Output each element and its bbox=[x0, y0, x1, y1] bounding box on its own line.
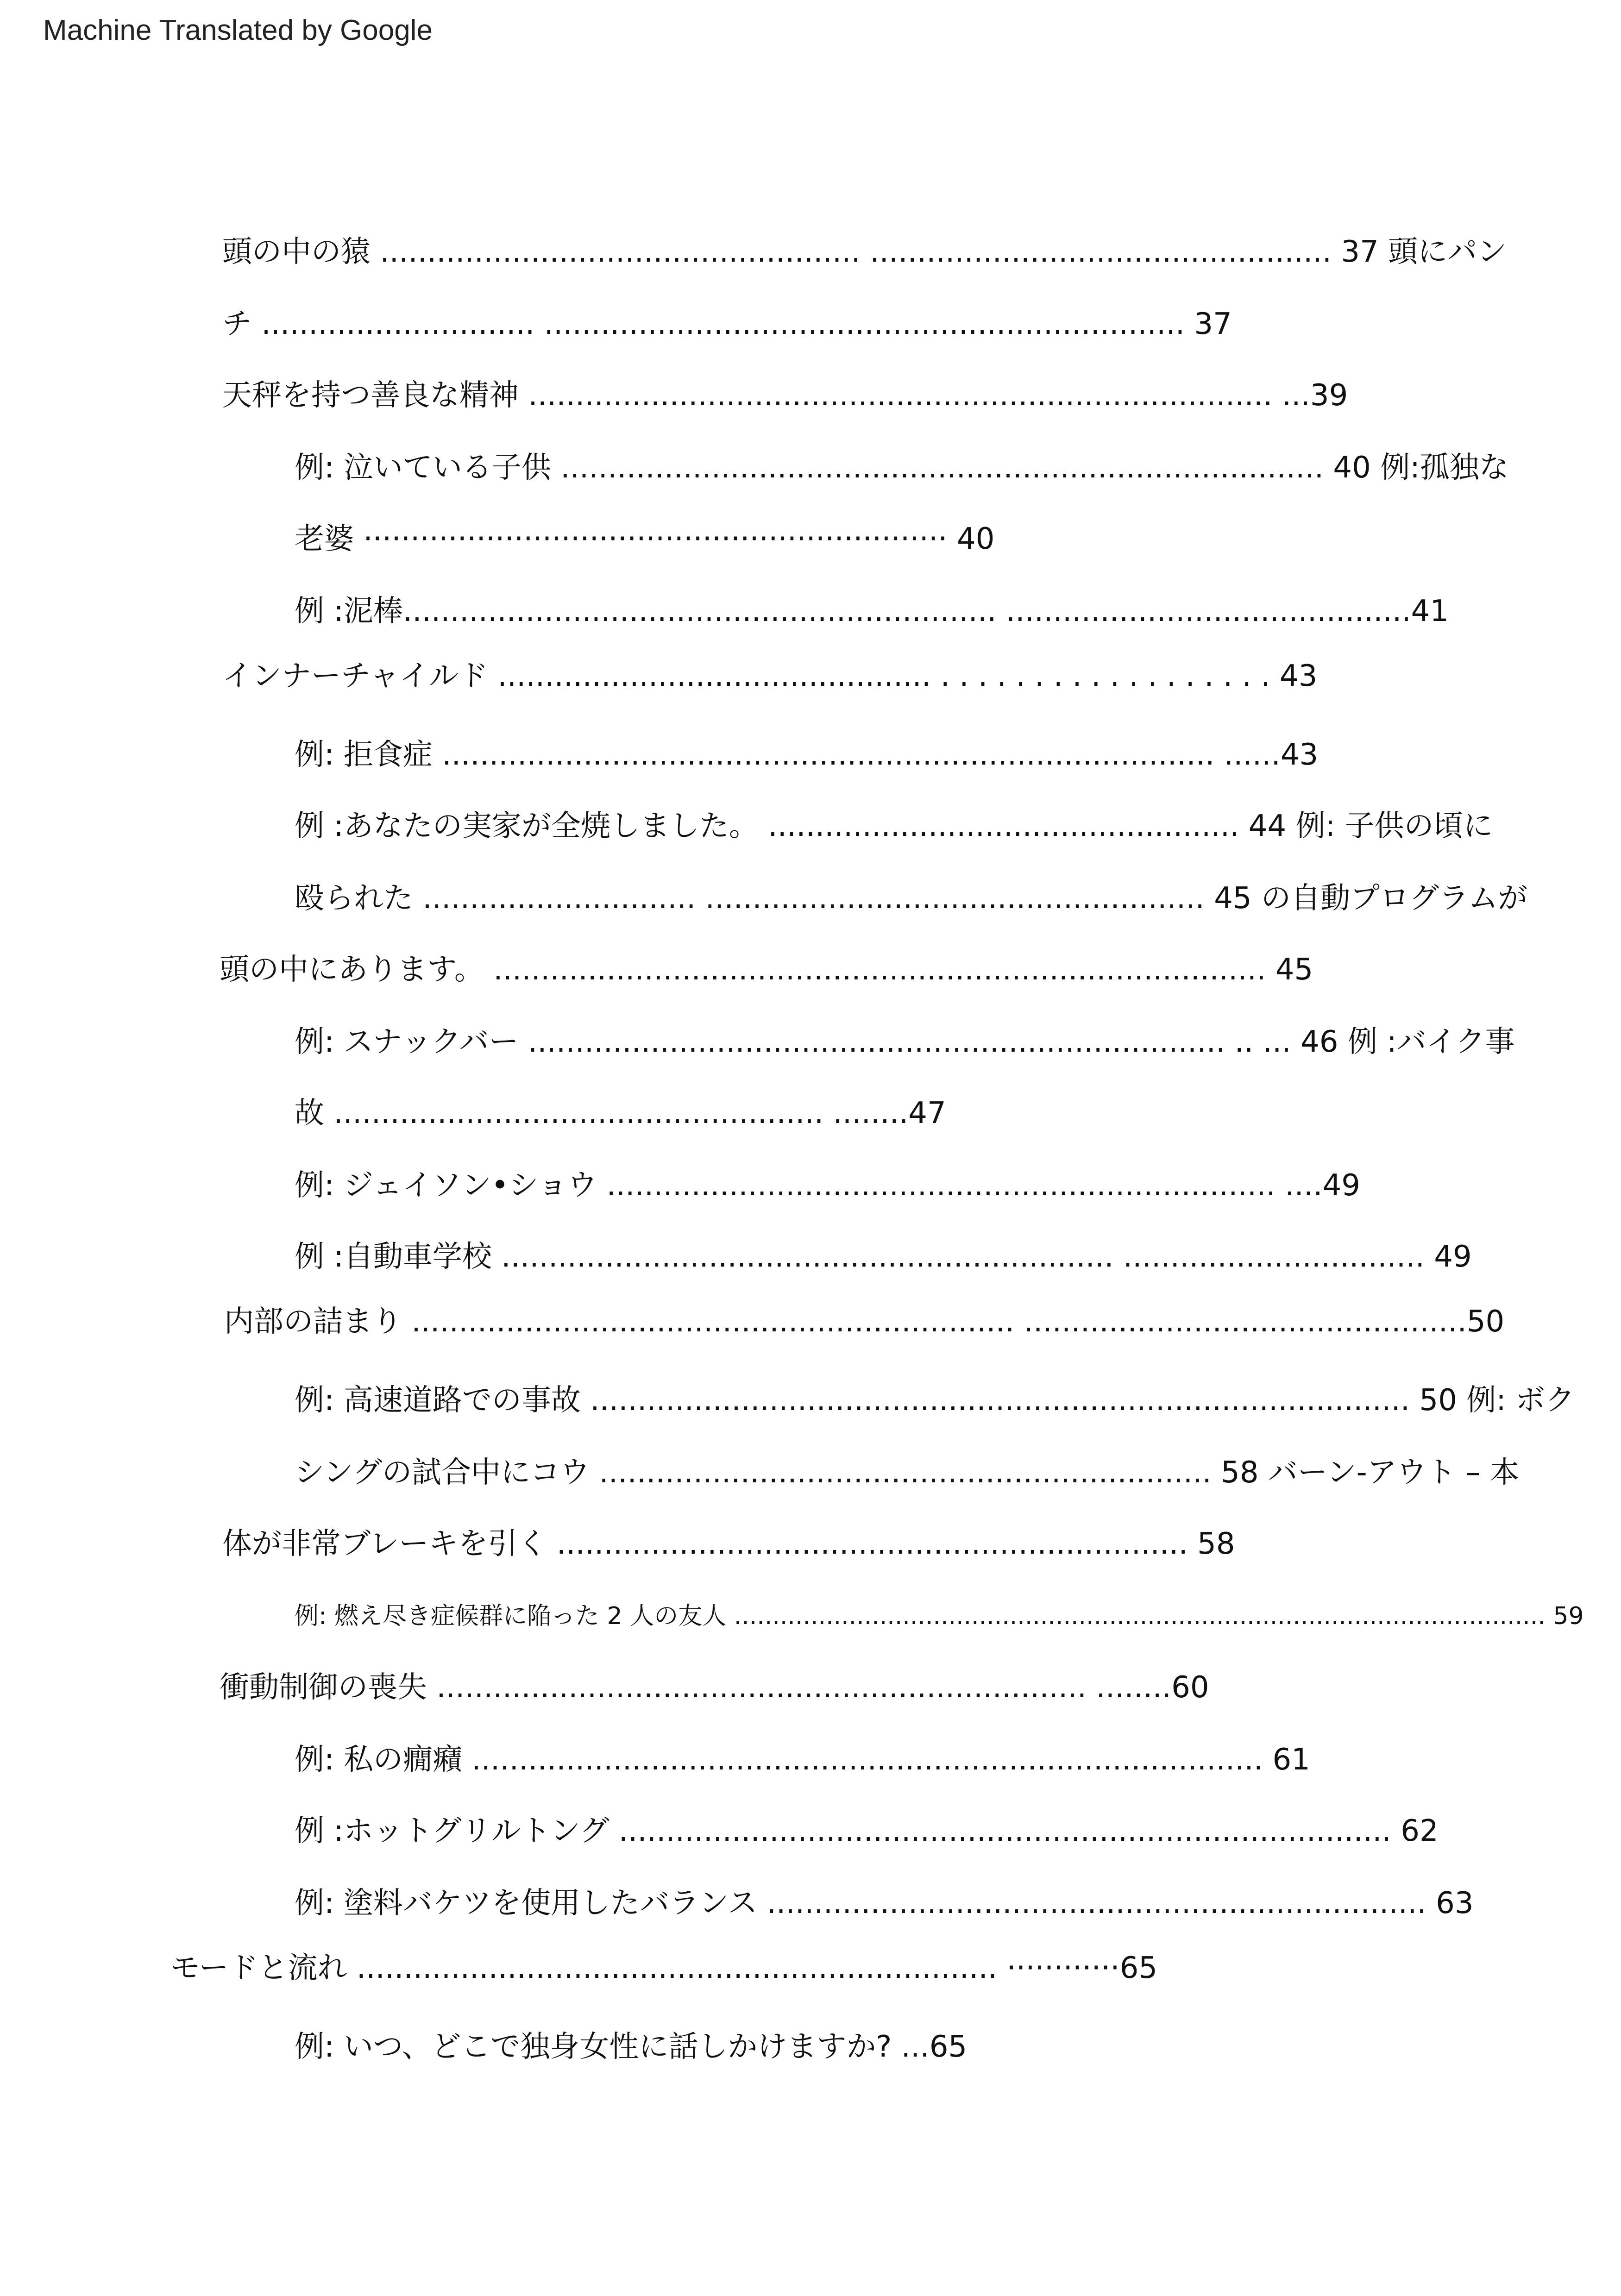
toc-line: 例: 私の癇癪 .................................................................................... 61 bbox=[295, 1743, 1310, 1777]
toc-line: 例: スナックバー .......................................................................... .. ... 46 例 :バイク事 bbox=[295, 1025, 1515, 1059]
toc-line: 老婆 ······························································ 40 bbox=[295, 522, 995, 556]
toc-line: 頭の中の猿 ................................................... ................................................. 37 頭にパン bbox=[222, 235, 1507, 269]
machine-translation-banner: Machine Translated by Google bbox=[43, 14, 433, 46]
toc-line: 衝動制御の喪失 ..................................................................... ........60 bbox=[220, 1670, 1209, 1705]
toc-line: 殴られた ............................. ..................................................... 45 の自動プログラムが bbox=[295, 881, 1528, 916]
toc-line: 例 :自動車学校 ................................................................. ................................ 49 bbox=[295, 1240, 1472, 1274]
toc-line: チ ............................. .................................................................... 37 bbox=[222, 307, 1232, 341]
toc-line: シングの試合中にコウ ................................................................. 58 バーン-アウト – 本 bbox=[295, 1455, 1520, 1490]
toc-line: 体が非常ブレーキを引く ................................................................... 58 bbox=[222, 1527, 1235, 1561]
toc-line: 故 .................................................... ........47 bbox=[295, 1096, 946, 1130]
toc-line: 例 :あなたの実家が全焼しました。 .................................................. 44 例: 子供の頃に bbox=[295, 809, 1493, 843]
toc-line: 例: ジェイソン•ショウ ....................................................................... ....49 bbox=[295, 1168, 1361, 1203]
toc-line: インナーチャイルド .............................................. . . . . . . . . . . . . . . . . . . 43 bbox=[222, 659, 1318, 693]
toc-line: 例: 高速道路での事故 ....................................................................................... 50 例: ボク bbox=[295, 1383, 1575, 1418]
toc-line: 例 :泥棒............................................................... ...........................................41 bbox=[295, 594, 1449, 628]
toc-line: 頭の中にあります。 .................................................................................. 45 bbox=[220, 953, 1313, 987]
toc-line: 例: 拒食症 .................................................................................. ......43 bbox=[295, 738, 1319, 772]
toc-line: 例: 塗料バケツを使用したバランス ...................................................................... 63 bbox=[295, 1886, 1474, 1920]
toc-line: 例 :ホットグリルトング .................................................................................. 62 bbox=[295, 1814, 1439, 1848]
toc-line: モードと流れ .................................................................... ············65 bbox=[170, 1951, 1158, 1985]
toc-line: 例: いつ、どこで独身女性に話しかけますか? ...65 bbox=[295, 2030, 968, 2064]
toc-line: 例: 泣いている子供 ................................................................................. 40 例:孤独な bbox=[295, 451, 1509, 485]
toc-line: 内部の詰まり ................................................................ ...............................................50 bbox=[224, 1305, 1505, 1339]
toc-line: 例: 燃え尽き症候群に陥った 2 人の友人 .......................................................................................................... 59 bbox=[295, 1602, 1584, 1630]
toc-line: 天秤を持つ善良な精神 ............................................................................... ...39 bbox=[222, 378, 1348, 413]
